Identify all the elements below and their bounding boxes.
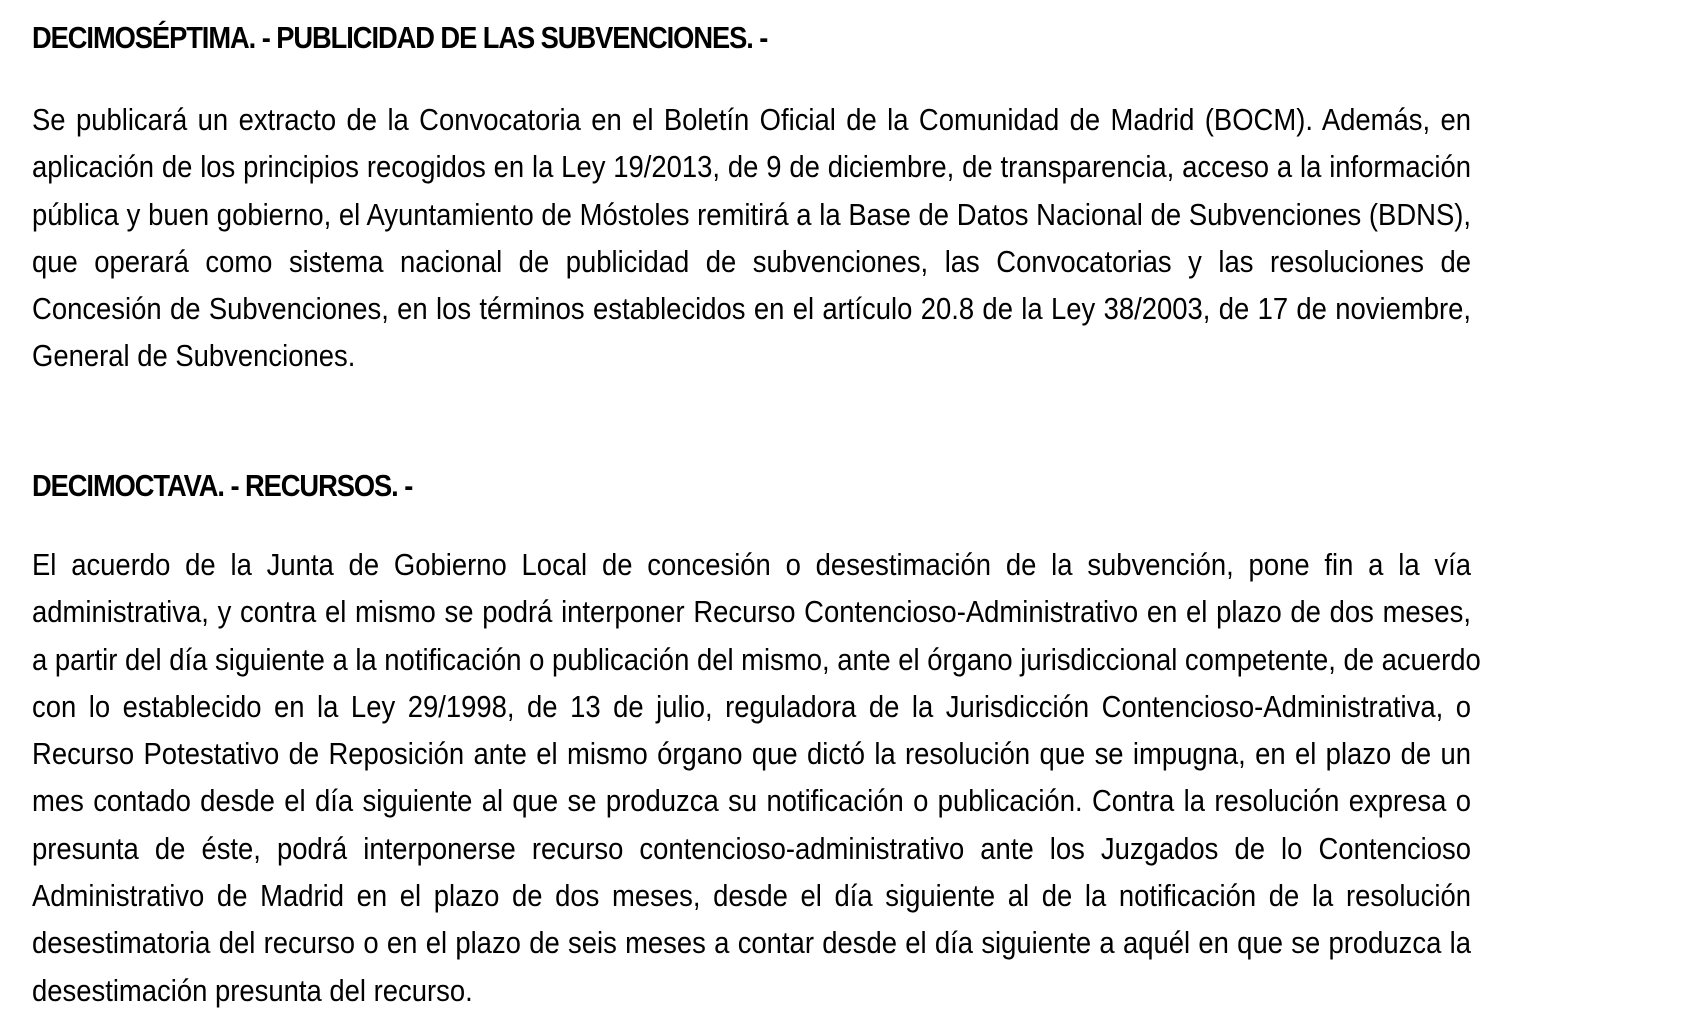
- paragraph-line: Concesión de Subvenciones, en los términos establecidos en el artículo 20.8 de la Ley 38/2003, de 17 de noviembre,: [32, 291, 1472, 327]
- paragraph-publicidad: [32, 96, 1658, 380]
- section-heading-publicidad: DECIMOSÉPTIMA. - PUBLICIDAD DE LAS SUBVENCIONES. -: [32, 20, 768, 55]
- paragraph-line: General de Subvenciones.: [32, 338, 356, 374]
- paragraph-line: aplicación de los principios recogidos en la Ley 19/2013, de 9 de diciembre, de transparencia, acceso a la información: [32, 149, 1472, 185]
- paragraph-line: desestimatoria del recurso o en el plazo de seis meses a contar desde el día siguiente a aquél en que se produzca la: [32, 925, 1472, 961]
- paragraph-line: pública y buen gobierno, el Ayuntamiento de Móstoles remitirá a la Base de Datos Nacional de Subvenciones (BDNS),: [32, 196, 1472, 232]
- paragraph-line: mes contado desde el día siguiente al que se produzca su notificación o publicación. Contra la resolución expresa o: [32, 783, 1472, 819]
- paragraph-line: que operará como sistema nacional de publicidad de subvenciones, las Convocatorias y las resoluciones de: [32, 243, 1472, 279]
- paragraph-line: administrativa, y contra el mismo se podrá interponer Recurso Contencioso-Administrativo en el plazo de dos meses,: [32, 594, 1472, 630]
- paragraph-line: El acuerdo de la Junta de Gobierno Local de concesión o desestimación de la subvención, pone fin a la vía: [32, 547, 1472, 582]
- paragraph-line: desestimación presunta del recurso.: [32, 972, 473, 1008]
- paragraph-recursos: [32, 541, 1658, 1014]
- paragraph-line: Se publicará un extracto de la Convocatoria en el Boletín Oficial de la Comunidad de Madrid (BOCM). Además, en: [32, 102, 1472, 137]
- paragraph-line: presunta de éste, podrá interponerse recurso contencioso-administrativo ante los Juzgados de lo Contencioso: [32, 830, 1472, 866]
- section-heading-recursos: DECIMOCTAVA. - RECURSOS. -: [32, 468, 413, 503]
- paragraph-line: a partir del día siguiente a la notificación o publicación del mismo, ante el órgano jurisdiccional competente, de acuerdo: [32, 641, 1481, 677]
- paragraph-line: con lo establecido en la Ley 29/1998, de 13 de julio, reguladora de la Jurisdicción Contencioso-Administrativa, o: [32, 688, 1472, 724]
- paragraph-line: Administrativo de Madrid en el plazo de dos meses, desde el día siguiente al de la notificación de la resolución: [32, 878, 1472, 914]
- paragraph-line: Recurso Potestativo de Reposición ante el mismo órgano que dictó la resolución que se impugna, en el plazo de un: [32, 736, 1472, 772]
